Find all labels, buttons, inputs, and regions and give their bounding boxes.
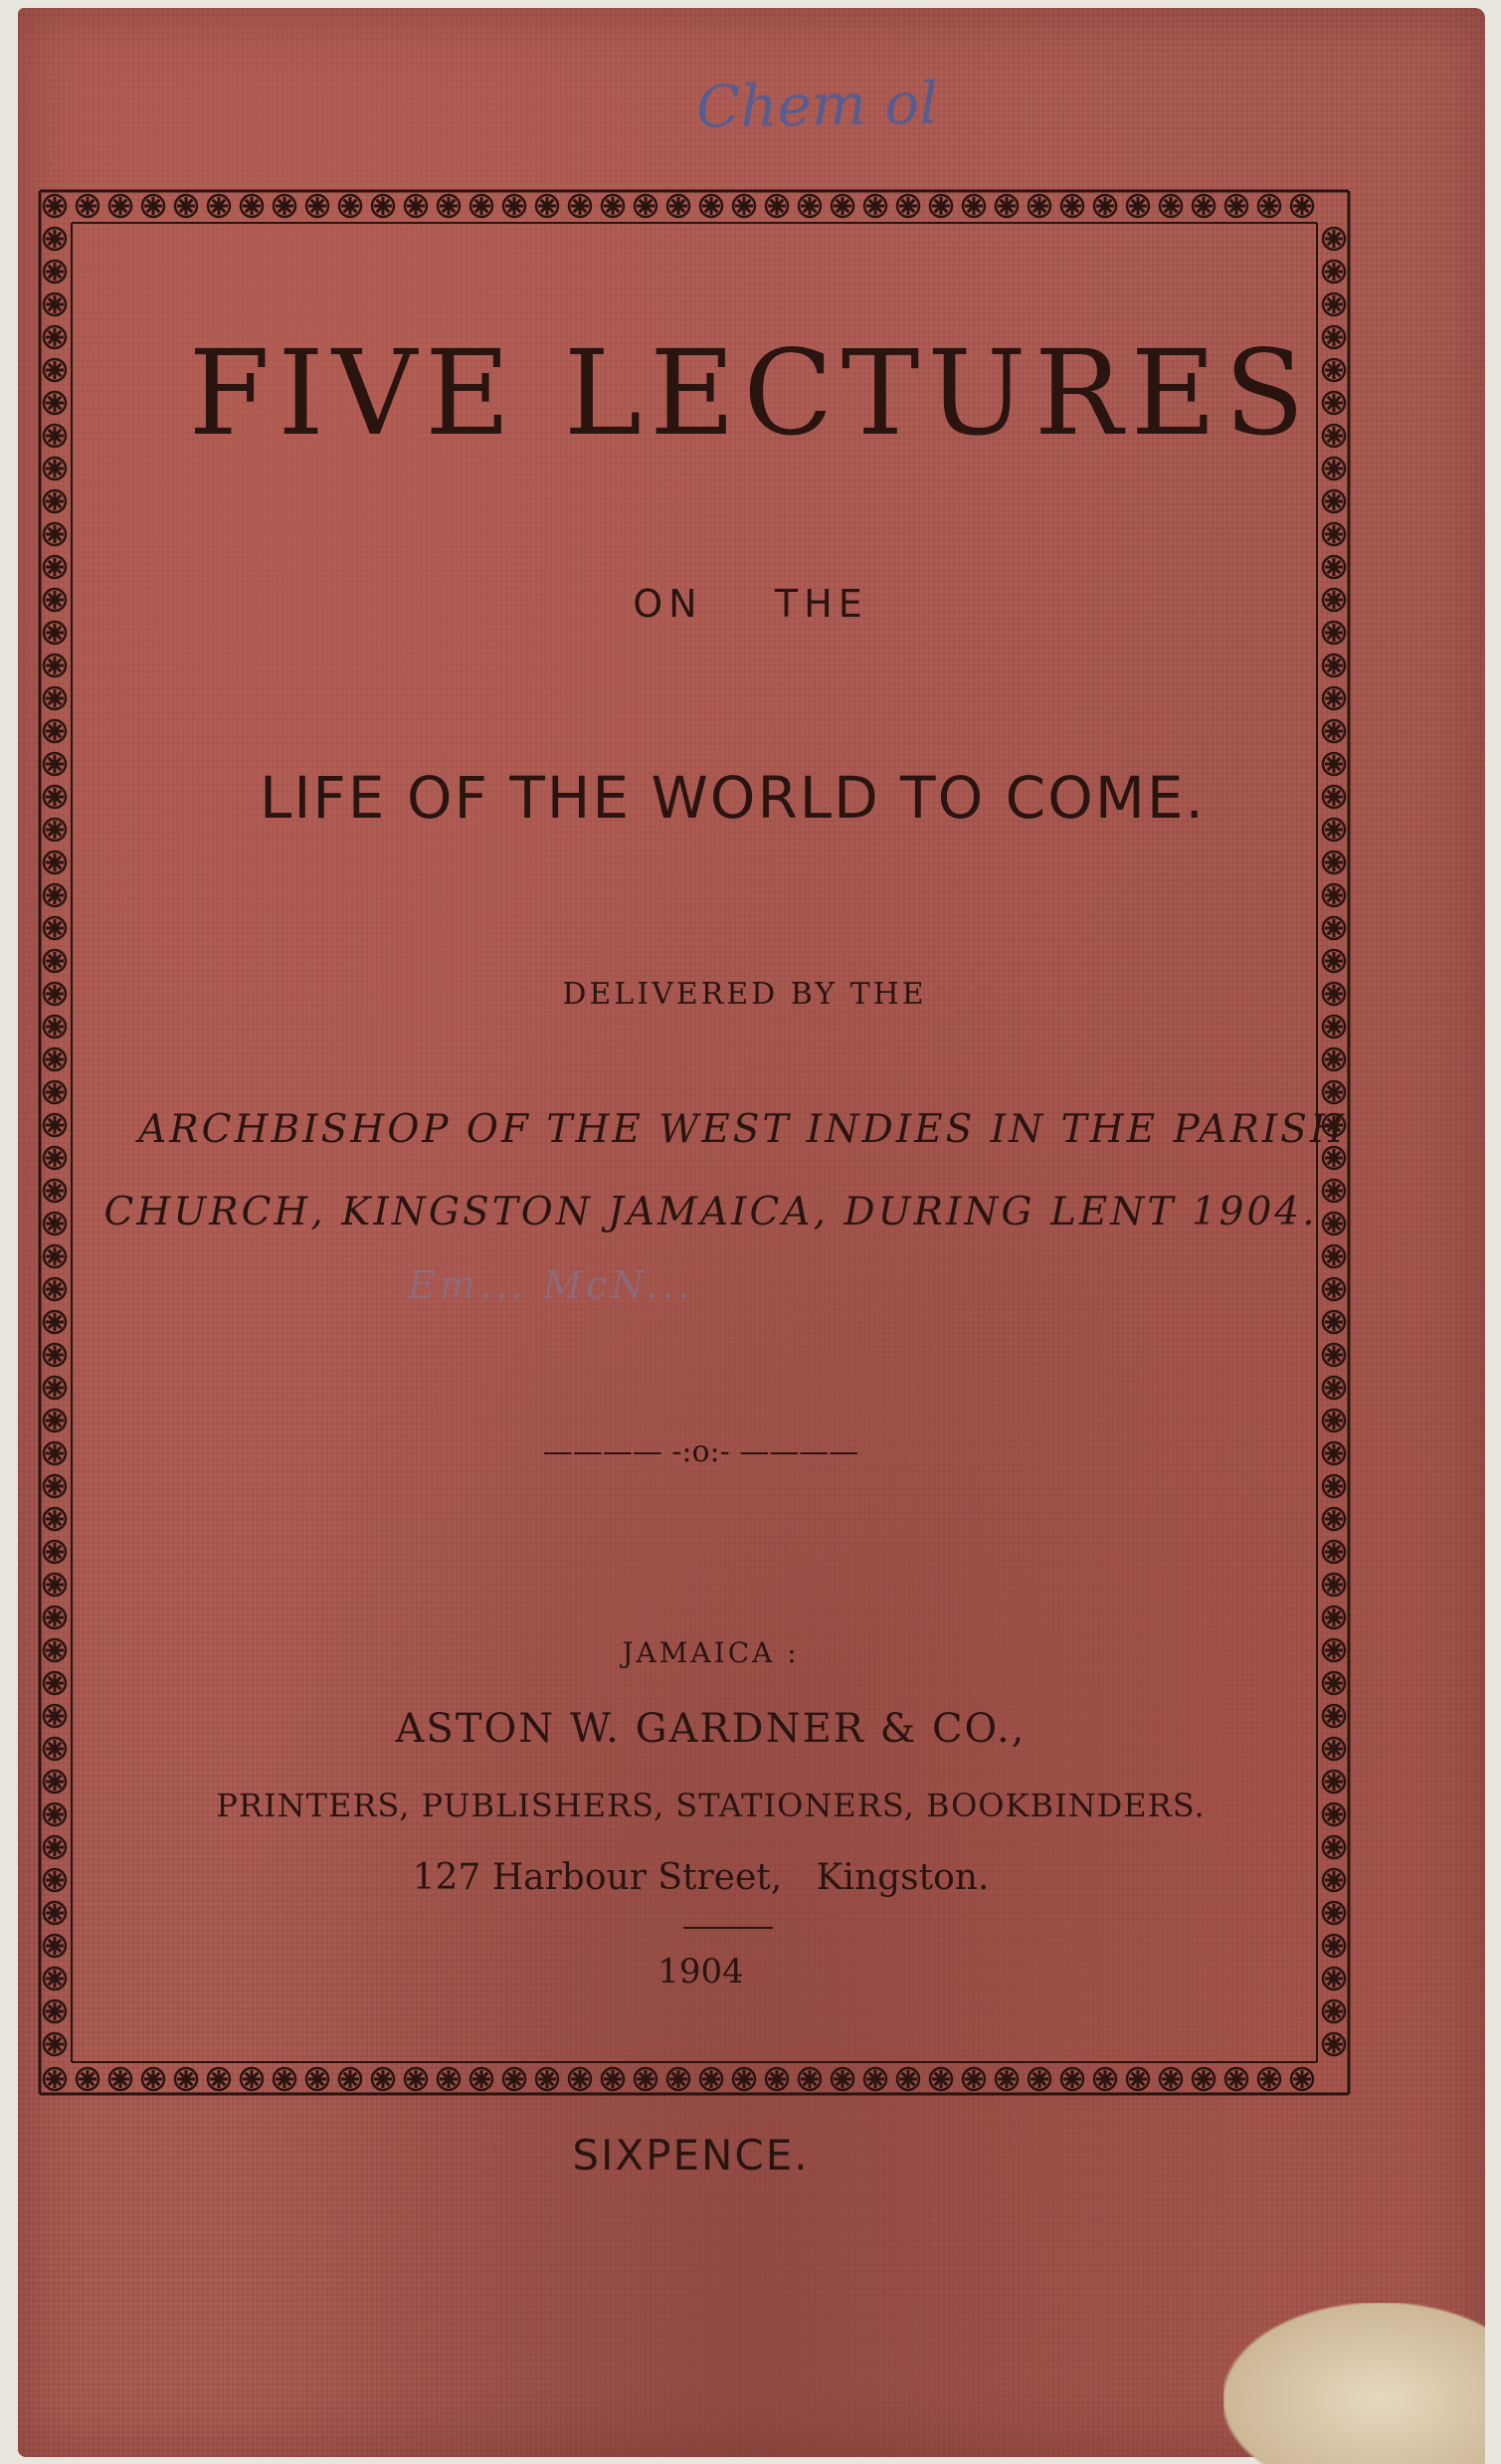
delivered-by-line: DELIVERED BY THE xyxy=(562,977,927,1012)
border-ornament xyxy=(1323,852,1345,873)
border-ornament xyxy=(569,2068,591,2090)
border-ornament xyxy=(208,2068,230,2090)
border-ornament xyxy=(44,458,66,479)
border-ornament xyxy=(44,917,66,939)
border-ornament xyxy=(44,490,66,512)
border-ornament xyxy=(175,195,197,217)
border-ornament xyxy=(1225,2068,1247,2090)
border-ornament xyxy=(44,720,66,742)
border-ornament xyxy=(1291,2068,1313,2090)
border-ornament xyxy=(1029,195,1050,217)
border-ornament xyxy=(1323,884,1345,906)
border-ornament xyxy=(44,2068,66,2090)
border-ornament xyxy=(44,293,66,315)
border-ornament xyxy=(44,687,66,709)
faint-signature: Em... McN... xyxy=(408,1263,694,1307)
border-ornament xyxy=(44,1311,66,1333)
border-ornament xyxy=(44,1081,66,1103)
border-ornament xyxy=(44,1508,66,1530)
border-ornament xyxy=(536,195,558,217)
border-ornament xyxy=(339,195,361,217)
border-ornament xyxy=(1127,2068,1149,2090)
border-ornament xyxy=(274,195,295,217)
border-ornament xyxy=(1323,458,1345,479)
border-ornament xyxy=(1323,228,1345,250)
cover-subtitle: LIFE OF THE WORLD TO COME. xyxy=(260,764,1206,832)
border-ornament xyxy=(44,1410,66,1431)
border-ornament xyxy=(241,195,263,217)
border-ornament xyxy=(470,2068,492,2090)
border-ornament xyxy=(438,2068,460,2090)
border-ornament xyxy=(1258,195,1280,217)
trades-line: PRINTERS, PUBLISHERS, STATIONERS, BOOKBINDERS. xyxy=(216,1787,1206,1824)
divider-ornament: ———— -:o:- ———— xyxy=(542,1434,859,1469)
border-ornament xyxy=(1061,195,1083,217)
border-ornament xyxy=(503,2068,525,2090)
border-ornament xyxy=(77,2068,98,2090)
border-ornament xyxy=(44,2033,66,2055)
border-ornament xyxy=(44,1574,66,1596)
border-ornament xyxy=(963,195,985,217)
border-ornament xyxy=(1029,2068,1050,2090)
border-ornament xyxy=(44,1278,66,1300)
border-ornament xyxy=(44,228,66,250)
border-ornament xyxy=(109,195,131,217)
border-ornament xyxy=(1323,655,1345,676)
worn-corner xyxy=(1223,2303,1485,2464)
border-ornament xyxy=(438,195,460,217)
border-ornament xyxy=(667,195,689,217)
border-ornament xyxy=(405,195,427,217)
border-ornament xyxy=(44,556,66,578)
on-the-line: ON THE xyxy=(633,582,868,626)
border-ornament xyxy=(44,1607,66,1628)
border-ornament xyxy=(733,2068,755,2090)
border-ornament xyxy=(1323,1016,1345,1038)
border-ornament xyxy=(1323,950,1345,972)
border-ornament xyxy=(44,2000,66,2022)
border-ornament xyxy=(996,2068,1018,2090)
border-ornament xyxy=(44,950,66,972)
border-ornament xyxy=(274,2068,295,2090)
border-ornament xyxy=(700,195,722,217)
border-ornament xyxy=(44,1475,66,1497)
border-ornament xyxy=(635,2068,657,2090)
author-line-1: ARCHBISHOP OF THE WEST INDIES IN THE PARISH xyxy=(138,1107,1347,1152)
border-ornament xyxy=(667,2068,689,2090)
border-ornament xyxy=(339,2068,361,2090)
border-ornament xyxy=(1323,1541,1345,1563)
border-ornament xyxy=(1193,195,1215,217)
border-ornament xyxy=(930,2068,952,2090)
border-ornament xyxy=(1127,195,1149,217)
border-ornament xyxy=(1323,720,1345,742)
border-ornament xyxy=(569,195,591,217)
border-ornament xyxy=(1323,1672,1345,1694)
border-ornament xyxy=(864,195,886,217)
border-ornament xyxy=(470,195,492,217)
border-ornament xyxy=(44,1048,66,1070)
border-ornament xyxy=(832,195,853,217)
border-ornament xyxy=(1323,1902,1345,1924)
border-ornament xyxy=(1323,1245,1345,1267)
border-ornament xyxy=(602,2068,624,2090)
border-ornament xyxy=(44,195,66,217)
border-ornament xyxy=(996,195,1018,217)
place-line: JAMAICA : xyxy=(622,1636,800,1669)
border-ornament xyxy=(44,1245,66,1267)
author-line-2: CHURCH, KINGSTON JAMAICA, DURING LENT 1904. xyxy=(103,1190,1318,1234)
border-ornament xyxy=(1323,1081,1345,1103)
border-ornament xyxy=(44,1016,66,1038)
border-ornament xyxy=(175,2068,197,2090)
border-ornament xyxy=(1323,1048,1345,1070)
border-ornament xyxy=(1323,917,1345,939)
border-ornament xyxy=(1291,195,1313,217)
border-ornament xyxy=(44,1672,66,1694)
border-ornament xyxy=(1323,1574,1345,1596)
border-ornament xyxy=(44,1836,66,1858)
border-ornament xyxy=(799,2068,821,2090)
border-ornament xyxy=(77,195,98,217)
border-ornament xyxy=(372,2068,394,2090)
border-ornament xyxy=(109,2068,131,2090)
border-ornament xyxy=(766,2068,788,2090)
year-line: 1904 xyxy=(657,1952,744,1991)
border-ornament xyxy=(733,195,755,217)
border-ornament xyxy=(44,1377,66,1399)
border-ornament xyxy=(1323,261,1345,283)
border-ornament xyxy=(1323,1836,1345,1858)
border-ornament xyxy=(1160,195,1182,217)
border-ornament xyxy=(306,2068,328,2090)
border-ornament xyxy=(1323,1410,1345,1431)
border-ornament xyxy=(700,2068,722,2090)
border-ornament xyxy=(1094,195,1116,217)
border-ornament xyxy=(44,261,66,283)
border-ornament xyxy=(44,1902,66,1924)
cover-title: FIVE LECTURES xyxy=(188,324,1313,462)
border-ornament xyxy=(930,195,952,217)
border-ornament xyxy=(142,195,164,217)
border-ornament xyxy=(1323,523,1345,545)
border-ornament xyxy=(1323,1344,1345,1366)
border-ornament xyxy=(1323,2000,1345,2022)
border-ornament xyxy=(635,195,657,217)
border-ornament xyxy=(44,1541,66,1563)
border-ornament xyxy=(1323,293,1345,315)
border-ornament xyxy=(1323,556,1345,578)
border-ornament xyxy=(1094,2068,1116,2090)
border-ornament xyxy=(1323,687,1345,709)
border-ornament xyxy=(44,523,66,545)
border-ornament xyxy=(1323,1607,1345,1628)
border-ornament xyxy=(44,1344,66,1366)
border-ornament xyxy=(1323,490,1345,512)
border-ornament xyxy=(306,195,328,217)
border-ornament xyxy=(372,195,394,217)
border-ornament xyxy=(832,2068,853,2090)
border-ornament xyxy=(963,2068,985,2090)
border-ornament xyxy=(44,884,66,906)
border-ornament xyxy=(1323,1311,1345,1333)
border-ornament xyxy=(1323,1475,1345,1497)
border-ornament xyxy=(503,195,525,217)
publisher-line: ASTON W. GARDNER & CO., xyxy=(395,1706,1027,1752)
border-ornament xyxy=(208,195,230,217)
border-ornament xyxy=(241,2068,263,2090)
border-ornament xyxy=(864,2068,886,2090)
border-ornament xyxy=(1061,2068,1083,2090)
border-ornament xyxy=(1323,1508,1345,1530)
border-ornament xyxy=(1323,1377,1345,1399)
border-ornament xyxy=(1323,1278,1345,1300)
border-ornament xyxy=(897,2068,919,2090)
address-line: 127 Harbour Street, Kingston. xyxy=(412,1857,990,1898)
border-ornament xyxy=(44,852,66,873)
border-ornament xyxy=(1225,195,1247,217)
border-ornament xyxy=(897,195,919,217)
border-ornament xyxy=(536,2068,558,2090)
border-ornament xyxy=(602,195,624,217)
border-ornament xyxy=(405,2068,427,2090)
border-ornament xyxy=(1160,2068,1182,2090)
border-ornament xyxy=(1323,2033,1345,2055)
border-ornament xyxy=(142,2068,164,2090)
border-ornament xyxy=(766,195,788,217)
year-rule xyxy=(683,1927,773,1929)
border-ornament xyxy=(1258,2068,1280,2090)
price-line: SIXPENCE. xyxy=(572,2131,810,2180)
border-ornament xyxy=(799,195,821,217)
border-ornament xyxy=(1193,2068,1215,2090)
border-ornament xyxy=(44,655,66,676)
handwritten-stamp: Chem ol xyxy=(695,69,939,141)
